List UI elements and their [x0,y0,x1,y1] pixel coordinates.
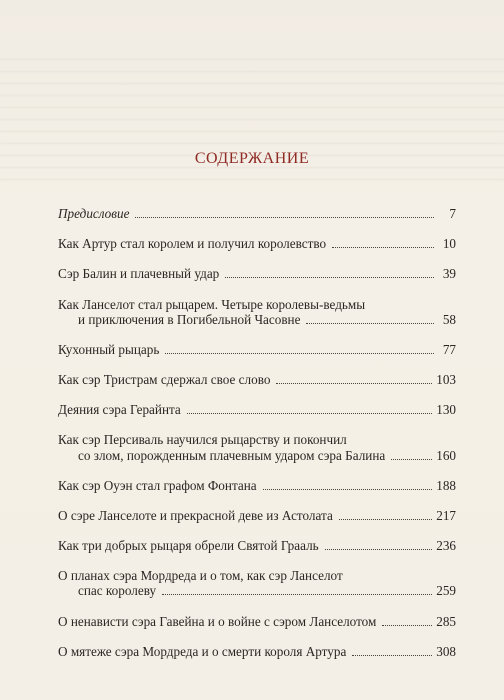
toc-entry-title: Как три добрых рыцаря обрели Святой Грааль [58,538,319,554]
toc-entry-title: Как сэр Оуэн стал графом Фонтана [58,477,257,493]
toc-entry [58,538,456,553]
dot-leader [263,488,433,490]
toc-entry-line [58,478,456,493]
toc-entry-line [58,312,456,327]
dot-leader [187,412,432,414]
dot-leader [306,322,434,324]
page-number: 10 [442,236,456,252]
toc-entry [58,432,456,462]
toc-entry-line [58,538,456,553]
page-number: 217 [436,507,456,523]
dot-leader [332,246,434,248]
toc-entry [58,508,456,523]
toc-entry [58,236,456,251]
toc-entry-title: Предисловие [58,206,130,221]
dot-leader [225,276,434,278]
toc-entry-title: Как Артур стал королем и получил королевство [58,236,327,252]
page-number: 7 [449,206,456,221]
page-number: 58 [442,311,456,327]
page-number: 259 [436,583,456,599]
page-number: 130 [436,402,456,418]
toc-entry [58,402,456,417]
toc-entry-line [58,508,456,523]
dot-leader [162,593,432,595]
dot-leader [325,548,433,550]
toc-entry [58,568,456,598]
page-number: 39 [442,266,456,282]
toc-entry-title: и приключения в Погибельной Часовне [78,311,301,327]
toc-entry-line [58,206,456,221]
toc-entry [58,342,456,357]
page-number: 77 [442,341,456,357]
dot-leader [339,518,432,520]
dot-leader [352,654,432,656]
toc-entry-title: Кухонный рыцарь [58,341,160,357]
page-number: 160 [436,447,456,463]
toc-entry-line [58,614,456,629]
toc-entry [58,266,456,281]
table-of-contents [58,206,456,674]
toc-entry-title: Деяния сэра Герайнта [58,402,181,418]
page-number: 188 [436,477,456,493]
page-number: 285 [436,613,456,629]
toc-entry-line [58,342,456,357]
dot-leader [382,624,432,626]
dot-leader [135,216,434,218]
toc-entry-title: О ненависти сэра Гавейна и о войне с сэром Ланселотом [58,613,377,629]
toc-entry [58,478,456,493]
toc-entry [58,372,456,387]
toc-entry [58,206,456,221]
toc-entry-title: со злом, порожденным плачевным ударом сэра Балина [78,447,386,463]
page-title: СОДЕРЖАНИЕ [194,150,310,167]
toc-entry-line [58,266,456,281]
toc-entry [58,644,456,659]
dot-leader [391,458,432,460]
toc-entry-line [58,448,456,463]
toc-entry-line [58,297,456,312]
toc-entry-line [58,568,456,583]
toc-entry-title: Как сэр Персиваль научился рыцарству и покончил [58,432,347,448]
toc-entry-line [58,402,456,417]
toc-entry-title: О сэре Ланселоте и прекрасной деве из Астолата [58,507,333,523]
toc-entry-line [58,372,456,387]
toc-entry-title: Как сэр Тристрам сдержал свое слово [58,372,271,388]
toc-entry-line [58,432,456,447]
toc-entry [58,297,456,327]
toc-entry-title: Сэр Балин и плачевный удар [58,266,220,282]
toc-entry-line [58,583,456,598]
toc-entry [58,614,456,629]
page-number: 103 [436,372,456,388]
toc-entry-title: спас королеву [78,583,157,599]
dot-leader [276,382,432,384]
toc-entry-line [58,236,456,251]
toc-entry-title: Как Ланселот стал рыцарем. Четыре королевы-ведьмы [58,296,366,312]
page-number: 308 [436,643,456,659]
toc-entry-line [58,644,456,659]
dot-leader [165,352,434,354]
page-number: 236 [436,538,456,554]
toc-entry-title: О планах сэра Мордреда и о том, как сэр Ланселот [58,568,343,584]
toc-entry-title: О мятеже сэра Мордреда и о смерти короля Артура [58,643,347,659]
